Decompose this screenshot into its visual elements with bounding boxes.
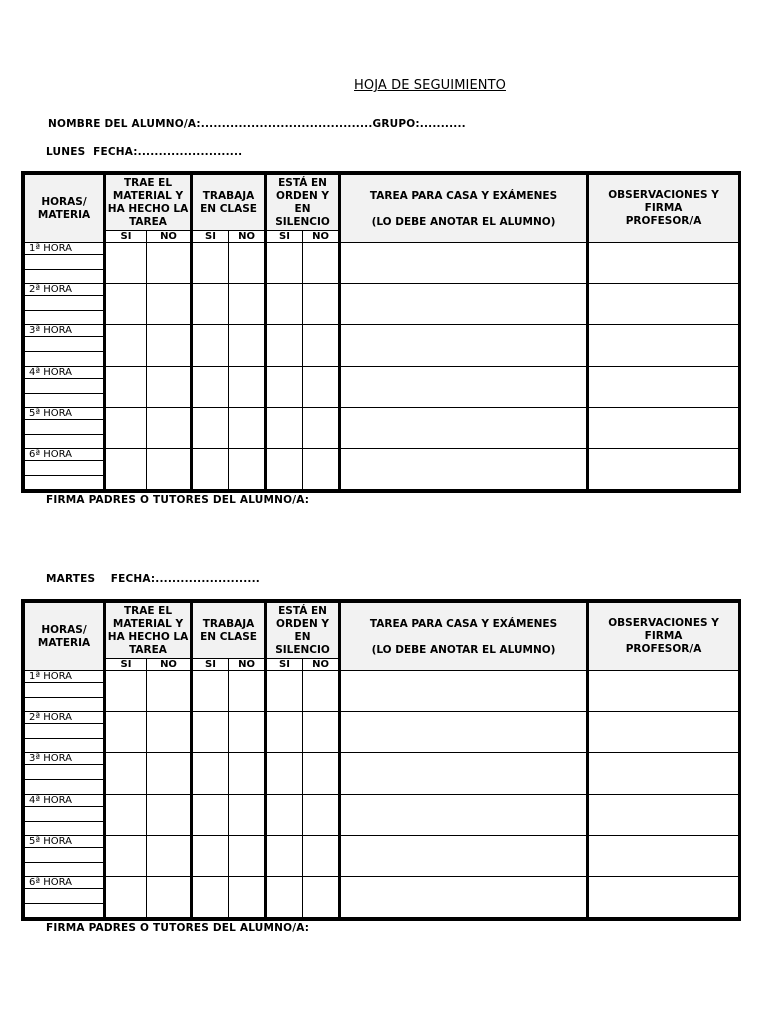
observations-cell[interactable] <box>588 712 739 753</box>
homework-cell[interactable] <box>340 448 588 489</box>
subheader-no: NO <box>303 231 340 243</box>
day-date-line: MARTES FECHA:......................... <box>46 573 260 585</box>
checkbox-cell[interactable] <box>147 407 192 448</box>
header-trabaja-clase: TRABAJA EN CLASE <box>192 175 266 231</box>
table-row <box>25 325 739 366</box>
header-observaciones: OBSERVACIONES Y FIRMA PROFESOR/A <box>588 175 739 243</box>
subheader-si: SI <box>105 659 147 671</box>
subheader-si: SI <box>105 231 147 243</box>
observations-cell[interactable] <box>588 284 739 325</box>
hour-cell <box>25 407 105 448</box>
homework-cell[interactable] <box>340 671 588 712</box>
checkbox-cell[interactable] <box>147 325 192 366</box>
homework-cell[interactable] <box>340 284 588 325</box>
checkbox-cell[interactable] <box>266 753 303 794</box>
checkbox-cell[interactable] <box>303 325 340 366</box>
checkbox-cell[interactable] <box>105 671 147 712</box>
checkbox-cell[interactable] <box>266 876 303 917</box>
header-orden-silencio: ESTÁ EN ORDEN Y EN SILENCIO <box>266 603 340 659</box>
hour-label: 6ª HORA <box>25 449 103 461</box>
checkbox-cell[interactable] <box>266 407 303 448</box>
checkbox-cell[interactable] <box>229 712 266 753</box>
subheader-no: NO <box>303 659 340 671</box>
hour-label: 5ª HORA <box>25 836 103 848</box>
table-row <box>25 876 739 917</box>
checkbox-cell[interactable] <box>147 712 192 753</box>
hour-label: 4ª HORA <box>25 795 103 807</box>
checkbox-cell[interactable] <box>192 284 229 325</box>
checkbox-cell[interactable] <box>229 243 266 284</box>
checkbox-cell[interactable] <box>229 753 266 794</box>
observations-cell[interactable] <box>588 243 739 284</box>
header-tarea-examenes: TAREA PARA CASA Y EXÁMENES (LO DEBE ANOTAR EL ALUMNO) <box>340 603 588 671</box>
subheader-si: SI <box>266 231 303 243</box>
checkbox-cell[interactable] <box>266 325 303 366</box>
document-title: HOJA DE SEGUIMIENTO <box>354 78 506 93</box>
checkbox-cell[interactable] <box>105 243 147 284</box>
tracking-table-day-1 <box>21 171 741 493</box>
checkbox-cell[interactable] <box>266 671 303 712</box>
header-trae-material: TRAE EL MATERIAL Y HA HECHO LA TAREA <box>105 603 192 659</box>
hour-cell <box>25 325 105 366</box>
hour-cell <box>25 671 105 712</box>
checkbox-cell[interactable] <box>192 876 229 917</box>
header-horas-materia: HORAS/ MATERIA <box>25 175 105 243</box>
checkbox-cell[interactable] <box>105 366 147 407</box>
observations-cell[interactable] <box>588 794 739 835</box>
homework-cell[interactable] <box>340 753 588 794</box>
hour-label: 2ª HORA <box>25 712 103 724</box>
checkbox-cell[interactable] <box>266 243 303 284</box>
checkbox-cell[interactable] <box>229 671 266 712</box>
hour-cell <box>25 448 105 489</box>
header-trabaja-clase: TRABAJA EN CLASE <box>192 603 266 659</box>
checkbox-cell[interactable] <box>147 794 192 835</box>
table-row <box>25 671 739 712</box>
header-orden-silencio: ESTÁ EN ORDEN Y EN SILENCIO <box>266 175 340 231</box>
checkbox-cell[interactable] <box>105 753 147 794</box>
table-row <box>25 284 739 325</box>
checkbox-cell[interactable] <box>229 284 266 325</box>
checkbox-cell[interactable] <box>192 671 229 712</box>
checkbox-cell[interactable] <box>192 407 229 448</box>
observations-cell[interactable] <box>588 753 739 794</box>
header-trae-material: TRAE EL MATERIAL Y HA HECHO LA TAREA <box>105 175 192 231</box>
observations-cell[interactable] <box>588 876 739 917</box>
checkbox-cell[interactable] <box>266 712 303 753</box>
checkbox-cell[interactable] <box>303 284 340 325</box>
checkbox-cell[interactable] <box>266 794 303 835</box>
checkbox-cell[interactable] <box>303 407 340 448</box>
header-tarea-examenes: TAREA PARA CASA Y EXÁMENES (LO DEBE ANOTAR EL ALUMNO) <box>340 175 588 243</box>
header-observaciones: OBSERVACIONES Y FIRMA PROFESOR/A <box>588 603 739 671</box>
checkbox-cell[interactable] <box>303 671 340 712</box>
hour-label: 3ª HORA <box>25 753 103 765</box>
table-row <box>25 794 739 835</box>
checkbox-cell[interactable] <box>147 876 192 917</box>
hour-cell <box>25 712 105 753</box>
checkbox-cell[interactable] <box>192 712 229 753</box>
hour-label: 5ª HORA <box>25 408 103 420</box>
checkbox-cell[interactable] <box>192 835 229 876</box>
subheader-si: SI <box>266 659 303 671</box>
hour-cell <box>25 835 105 876</box>
observations-cell[interactable] <box>588 448 739 489</box>
checkbox-cell[interactable] <box>147 366 192 407</box>
table-row <box>25 712 739 753</box>
hour-label: 4ª HORA <box>25 367 103 379</box>
hour-label: 1ª HORA <box>25 243 103 255</box>
homework-cell[interactable] <box>340 712 588 753</box>
subheader-no: NO <box>147 231 192 243</box>
checkbox-cell[interactable] <box>147 671 192 712</box>
subheader-no: NO <box>229 231 266 243</box>
hour-cell <box>25 876 105 917</box>
checkbox-cell[interactable] <box>229 325 266 366</box>
checkbox-cell[interactable] <box>192 325 229 366</box>
hour-label: 6ª HORA <box>25 877 103 889</box>
observations-cell[interactable] <box>588 835 739 876</box>
hour-cell <box>25 794 105 835</box>
checkbox-cell[interactable] <box>229 448 266 489</box>
checkbox-cell[interactable] <box>229 794 266 835</box>
hour-label: 3ª HORA <box>25 325 103 337</box>
checkbox-cell[interactable] <box>192 366 229 407</box>
hour-label: 1ª HORA <box>25 671 103 683</box>
header-horas-materia: HORAS/ MATERIA <box>25 603 105 671</box>
checkbox-cell[interactable] <box>105 794 147 835</box>
hour-cell <box>25 753 105 794</box>
checkbox-cell[interactable] <box>192 794 229 835</box>
parent-signature-line: FIRMA PADRES O TUTORES DEL ALUMNO/A: <box>46 494 310 506</box>
checkbox-cell[interactable] <box>105 448 147 489</box>
checkbox-cell[interactable] <box>266 448 303 489</box>
checkbox-cell[interactable] <box>192 753 229 794</box>
subheader-no: NO <box>147 659 192 671</box>
checkbox-cell[interactable] <box>303 448 340 489</box>
homework-cell[interactable] <box>340 876 588 917</box>
checkbox-cell[interactable] <box>229 407 266 448</box>
parent-signature-line: FIRMA PADRES O TUTORES DEL ALUMNO/A: <box>46 922 310 934</box>
table-row <box>25 407 739 448</box>
checkbox-cell[interactable] <box>229 366 266 407</box>
checkbox-cell[interactable] <box>303 753 340 794</box>
observations-cell[interactable] <box>588 671 739 712</box>
hour-cell <box>25 243 105 284</box>
observations-cell[interactable] <box>588 325 739 366</box>
checkbox-cell[interactable] <box>192 448 229 489</box>
observations-cell[interactable] <box>588 366 739 407</box>
checkbox-cell[interactable] <box>266 835 303 876</box>
homework-cell[interactable] <box>340 325 588 366</box>
checkbox-cell[interactable] <box>303 835 340 876</box>
observations-cell[interactable] <box>588 407 739 448</box>
table-row <box>25 366 739 407</box>
checkbox-cell[interactable] <box>147 835 192 876</box>
checkbox-cell[interactable] <box>105 712 147 753</box>
checkbox-cell[interactable] <box>229 835 266 876</box>
homework-cell[interactable] <box>340 243 588 284</box>
table-row <box>25 753 739 794</box>
homework-cell[interactable] <box>340 366 588 407</box>
student-name-line: NOMBRE DEL ALUMNO/A:.........................................GRUPO:........... <box>48 118 466 130</box>
tracking-table-day-2 <box>21 599 741 921</box>
checkbox-cell[interactable] <box>266 284 303 325</box>
checkbox-cell[interactable] <box>192 243 229 284</box>
homework-cell[interactable] <box>340 835 588 876</box>
checkbox-cell[interactable] <box>303 794 340 835</box>
checkbox-cell[interactable] <box>105 835 147 876</box>
checkbox-cell[interactable] <box>147 753 192 794</box>
hour-cell <box>25 284 105 325</box>
day-date-line: LUNES FECHA:......................... <box>46 146 243 158</box>
checkbox-cell[interactable] <box>303 243 340 284</box>
table-row <box>25 243 739 284</box>
checkbox-cell[interactable] <box>229 876 266 917</box>
hour-cell <box>25 366 105 407</box>
checkbox-cell[interactable] <box>105 284 147 325</box>
subheader-si: SI <box>192 659 229 671</box>
checkbox-cell[interactable] <box>303 366 340 407</box>
subheader-no: NO <box>229 659 266 671</box>
homework-cell[interactable] <box>340 407 588 448</box>
checkbox-cell[interactable] <box>105 325 147 366</box>
checkbox-cell[interactable] <box>105 407 147 448</box>
homework-cell[interactable] <box>340 794 588 835</box>
checkbox-cell[interactable] <box>266 366 303 407</box>
checkbox-cell[interactable] <box>147 448 192 489</box>
table-row <box>25 448 739 489</box>
table-row <box>25 835 739 876</box>
subheader-si: SI <box>192 231 229 243</box>
checkbox-cell[interactable] <box>303 876 340 917</box>
hour-label: 2ª HORA <box>25 284 103 296</box>
checkbox-cell[interactable] <box>147 243 192 284</box>
checkbox-cell[interactable] <box>147 284 192 325</box>
checkbox-cell[interactable] <box>303 712 340 753</box>
checkbox-cell[interactable] <box>105 876 147 917</box>
